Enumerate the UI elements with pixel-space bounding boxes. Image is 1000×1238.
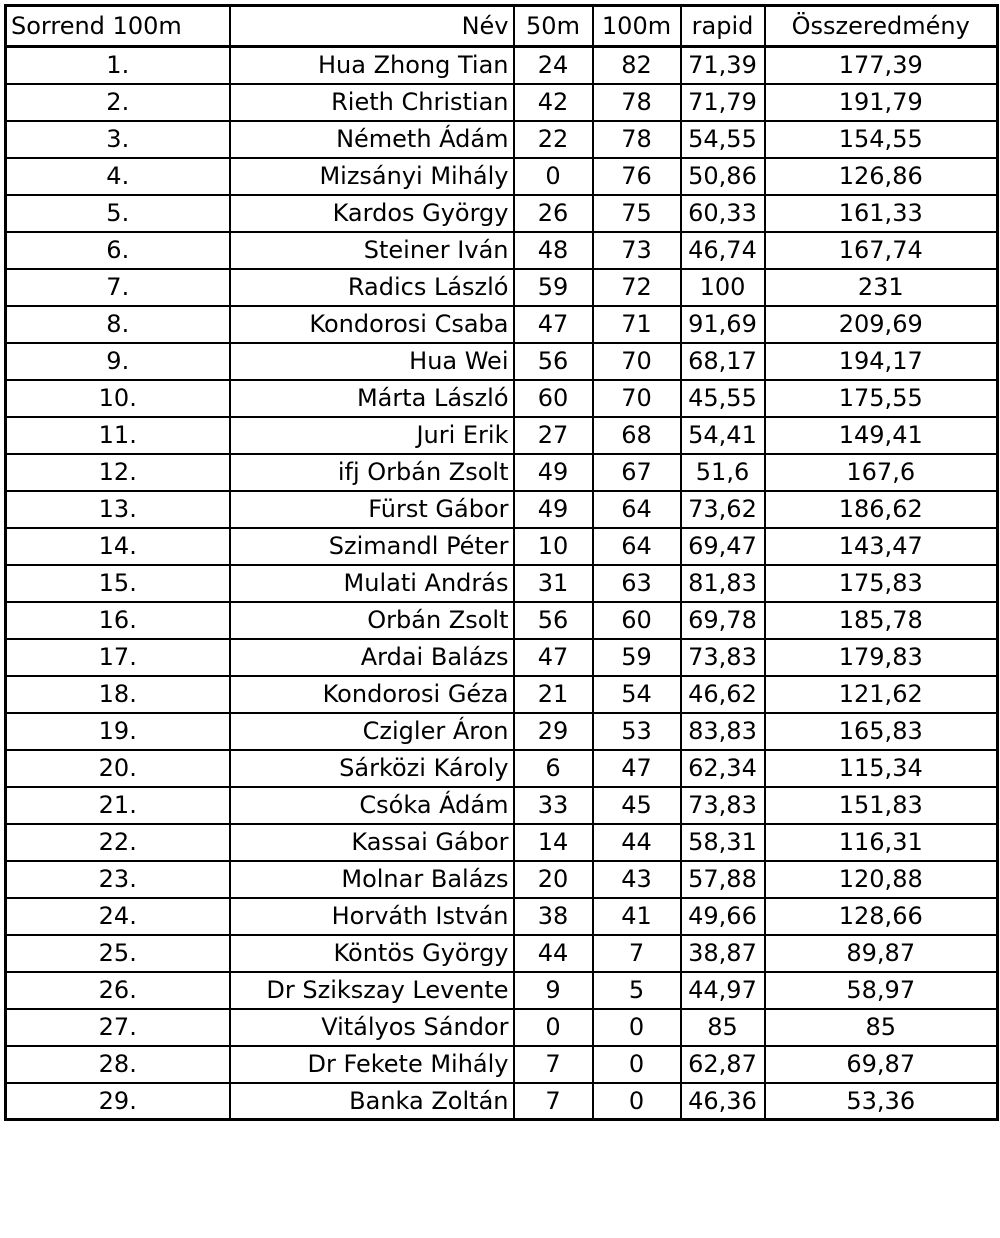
cell-100m: 78 [593, 121, 681, 158]
cell-50m: 6 [514, 750, 593, 787]
cell-rapid: 83,83 [681, 713, 765, 750]
cell-name: Csóka Ádám [230, 787, 514, 824]
table-row [6, 380, 998, 417]
header-name: Név [230, 6, 514, 47]
cell-rapid: 45,55 [681, 380, 765, 417]
cell-rapid: 44,97 [681, 972, 765, 1009]
cell-50m: 21 [514, 676, 593, 713]
cell-total: 175,83 [765, 565, 998, 602]
cell-name: Hua Zhong Tian [230, 47, 514, 84]
cell-name: Szimandl Péter [230, 528, 514, 565]
cell-rapid: 49,66 [681, 898, 765, 935]
cell-rank: 11. [6, 417, 230, 454]
cell-name: Márta László [230, 380, 514, 417]
cell-100m: 73 [593, 232, 681, 269]
cell-50m: 0 [514, 1009, 593, 1046]
cell-name: Kassai Gábor [230, 824, 514, 861]
cell-name: Czigler Áron [230, 713, 514, 750]
cell-rank: 3. [6, 121, 230, 158]
cell-100m: 53 [593, 713, 681, 750]
cell-rank: 6. [6, 232, 230, 269]
cell-rank: 21. [6, 787, 230, 824]
cell-rank: 27. [6, 1009, 230, 1046]
cell-50m: 9 [514, 972, 593, 1009]
cell-100m: 5 [593, 972, 681, 1009]
table-row [6, 269, 998, 306]
cell-name: Horváth István [230, 898, 514, 935]
cell-total: 191,79 [765, 84, 998, 121]
cell-100m: 75 [593, 195, 681, 232]
cell-rank: 16. [6, 602, 230, 639]
cell-100m: 68 [593, 417, 681, 454]
cell-rapid: 100 [681, 269, 765, 306]
cell-total: 165,83 [765, 713, 998, 750]
cell-rapid: 69,47 [681, 528, 765, 565]
table-row [6, 158, 998, 195]
cell-total: 194,17 [765, 343, 998, 380]
cell-rank: 24. [6, 898, 230, 935]
table-row [6, 602, 998, 639]
table-row [6, 121, 998, 158]
cell-name: Ardai Balázs [230, 639, 514, 676]
cell-total: 126,86 [765, 158, 998, 195]
cell-100m: 47 [593, 750, 681, 787]
cell-50m: 27 [514, 417, 593, 454]
cell-rapid: 62,87 [681, 1046, 765, 1083]
cell-name: Hua Wei [230, 343, 514, 380]
table-row [6, 47, 998, 84]
table-row [6, 417, 998, 454]
cell-total: 167,6 [765, 454, 998, 491]
cell-50m: 56 [514, 602, 593, 639]
table-row [6, 454, 998, 491]
cell-50m: 7 [514, 1046, 593, 1083]
cell-rapid: 38,87 [681, 935, 765, 972]
cell-50m: 14 [514, 824, 593, 861]
cell-rank: 15. [6, 565, 230, 602]
cell-50m: 29 [514, 713, 593, 750]
cell-name: Mulati András [230, 565, 514, 602]
cell-rank: 10. [6, 380, 230, 417]
cell-rapid: 71,39 [681, 47, 765, 84]
cell-100m: 41 [593, 898, 681, 935]
cell-rapid: 69,78 [681, 602, 765, 639]
cell-total: 53,36 [765, 1083, 998, 1120]
cell-total: 69,87 [765, 1046, 998, 1083]
cell-rank: 22. [6, 824, 230, 861]
cell-name: Rieth Christian [230, 84, 514, 121]
cell-50m: 7 [514, 1083, 593, 1120]
cell-100m: 78 [593, 84, 681, 121]
cell-100m: 64 [593, 491, 681, 528]
cell-rapid: 68,17 [681, 343, 765, 380]
cell-rank: 23. [6, 861, 230, 898]
cell-name: Fürst Gábor [230, 491, 514, 528]
cell-rapid: 85 [681, 1009, 765, 1046]
cell-50m: 49 [514, 454, 593, 491]
cell-50m: 33 [514, 787, 593, 824]
cell-total: 161,33 [765, 195, 998, 232]
cell-name: Dr Szikszay Levente [230, 972, 514, 1009]
cell-name: Sárközi Károly [230, 750, 514, 787]
table-row [6, 972, 998, 1009]
table-header [6, 6, 998, 47]
table-row [6, 195, 998, 232]
cell-rapid: 51,6 [681, 454, 765, 491]
cell-total: 85 [765, 1009, 998, 1046]
cell-100m: 0 [593, 1046, 681, 1083]
header-row [6, 6, 998, 47]
cell-total: 116,31 [765, 824, 998, 861]
cell-50m: 10 [514, 528, 593, 565]
table-row [6, 84, 998, 121]
cell-rank: 7. [6, 269, 230, 306]
cell-50m: 60 [514, 380, 593, 417]
table-row [6, 343, 998, 380]
table-body [6, 47, 998, 1120]
cell-rapid: 54,55 [681, 121, 765, 158]
cell-rapid: 73,83 [681, 639, 765, 676]
cell-100m: 43 [593, 861, 681, 898]
cell-total: 143,47 [765, 528, 998, 565]
cell-50m: 38 [514, 898, 593, 935]
cell-rank: 5. [6, 195, 230, 232]
cell-rank: 29. [6, 1083, 230, 1120]
cell-name: Juri Erik [230, 417, 514, 454]
table-row [6, 750, 998, 787]
table-row [6, 713, 998, 750]
cell-rank: 28. [6, 1046, 230, 1083]
cell-total: 175,55 [765, 380, 998, 417]
header-rank: Sorrend 100m [6, 6, 230, 47]
cell-100m: 71 [593, 306, 681, 343]
cell-total: 151,83 [765, 787, 998, 824]
cell-100m: 54 [593, 676, 681, 713]
table-row [6, 639, 998, 676]
cell-100m: 70 [593, 380, 681, 417]
cell-rank: 18. [6, 676, 230, 713]
cell-rank: 4. [6, 158, 230, 195]
cell-rank: 14. [6, 528, 230, 565]
table-row [6, 232, 998, 269]
cell-rapid: 57,88 [681, 861, 765, 898]
cell-total: 120,88 [765, 861, 998, 898]
cell-name: Dr Fekete Mihály [230, 1046, 514, 1083]
cell-rapid: 50,86 [681, 158, 765, 195]
cell-rank: 1. [6, 47, 230, 84]
cell-50m: 24 [514, 47, 593, 84]
header-100m: 100m [593, 6, 681, 47]
cell-rapid: 54,41 [681, 417, 765, 454]
cell-total: 149,41 [765, 417, 998, 454]
cell-total: 185,78 [765, 602, 998, 639]
cell-name: Radics László [230, 269, 514, 306]
cell-50m: 47 [514, 639, 593, 676]
table-row [6, 861, 998, 898]
cell-total: 89,87 [765, 935, 998, 972]
cell-name: Vitályos Sándor [230, 1009, 514, 1046]
table-row [6, 1009, 998, 1046]
cell-rapid: 62,34 [681, 750, 765, 787]
cell-total: 231 [765, 269, 998, 306]
cell-total: 115,34 [765, 750, 998, 787]
table-row [6, 565, 998, 602]
cell-rapid: 46,62 [681, 676, 765, 713]
cell-100m: 59 [593, 639, 681, 676]
cell-50m: 56 [514, 343, 593, 380]
cell-100m: 64 [593, 528, 681, 565]
cell-rapid: 81,83 [681, 565, 765, 602]
cell-50m: 31 [514, 565, 593, 602]
cell-100m: 60 [593, 602, 681, 639]
cell-50m: 59 [514, 269, 593, 306]
cell-100m: 76 [593, 158, 681, 195]
cell-total: 209,69 [765, 306, 998, 343]
table-row [6, 935, 998, 972]
cell-rank: 8. [6, 306, 230, 343]
table-row [6, 898, 998, 935]
cell-50m: 22 [514, 121, 593, 158]
cell-100m: 44 [593, 824, 681, 861]
cell-rapid: 71,79 [681, 84, 765, 121]
cell-name: Kardos György [230, 195, 514, 232]
cell-50m: 26 [514, 195, 593, 232]
cell-name: Mizsányi Mihály [230, 158, 514, 195]
cell-100m: 72 [593, 269, 681, 306]
cell-100m: 0 [593, 1083, 681, 1120]
cell-total: 179,83 [765, 639, 998, 676]
cell-rank: 19. [6, 713, 230, 750]
table-row [6, 1046, 998, 1083]
table-row [6, 787, 998, 824]
cell-rank: 26. [6, 972, 230, 1009]
cell-name: Köntös György [230, 935, 514, 972]
cell-50m: 20 [514, 861, 593, 898]
cell-name: Orbán Zsolt [230, 602, 514, 639]
cell-name: Molnar Balázs [230, 861, 514, 898]
cell-50m: 48 [514, 232, 593, 269]
cell-name: Steiner Iván [230, 232, 514, 269]
cell-100m: 67 [593, 454, 681, 491]
cell-total: 128,66 [765, 898, 998, 935]
cell-name: ifj Orbán Zsolt [230, 454, 514, 491]
cell-rank: 20. [6, 750, 230, 787]
cell-50m: 47 [514, 306, 593, 343]
table-row [6, 306, 998, 343]
cell-rank: 25. [6, 935, 230, 972]
header-rapid: rapid [681, 6, 765, 47]
cell-total: 167,74 [765, 232, 998, 269]
cell-rank: 9. [6, 343, 230, 380]
cell-name: Kondorosi Csaba [230, 306, 514, 343]
table-row [6, 491, 998, 528]
cell-rank: 2. [6, 84, 230, 121]
header-total: Összeredmény [765, 6, 998, 47]
cell-total: 177,39 [765, 47, 998, 84]
cell-rapid: 46,74 [681, 232, 765, 269]
cell-name: Kondorosi Géza [230, 676, 514, 713]
cell-100m: 63 [593, 565, 681, 602]
cell-50m: 0 [514, 158, 593, 195]
cell-100m: 82 [593, 47, 681, 84]
cell-total: 58,97 [765, 972, 998, 1009]
table-row [6, 676, 998, 713]
cell-100m: 0 [593, 1009, 681, 1046]
header-50m: 50m [514, 6, 593, 47]
cell-50m: 44 [514, 935, 593, 972]
cell-rank: 17. [6, 639, 230, 676]
cell-name: Németh Ádám [230, 121, 514, 158]
cell-100m: 70 [593, 343, 681, 380]
cell-total: 121,62 [765, 676, 998, 713]
results-table [4, 4, 999, 1121]
cell-name: Banka Zoltán [230, 1083, 514, 1120]
cell-rank: 13. [6, 491, 230, 528]
cell-total: 186,62 [765, 491, 998, 528]
cell-rapid: 73,83 [681, 787, 765, 824]
cell-rapid: 60,33 [681, 195, 765, 232]
cell-rapid: 91,69 [681, 306, 765, 343]
table-row [6, 528, 998, 565]
table-row [6, 1083, 998, 1120]
cell-100m: 7 [593, 935, 681, 972]
cell-50m: 42 [514, 84, 593, 121]
cell-100m: 45 [593, 787, 681, 824]
cell-rapid: 58,31 [681, 824, 765, 861]
cell-50m: 49 [514, 491, 593, 528]
cell-rank: 12. [6, 454, 230, 491]
cell-total: 154,55 [765, 121, 998, 158]
cell-rapid: 46,36 [681, 1083, 765, 1120]
cell-rapid: 73,62 [681, 491, 765, 528]
table-row [6, 824, 998, 861]
